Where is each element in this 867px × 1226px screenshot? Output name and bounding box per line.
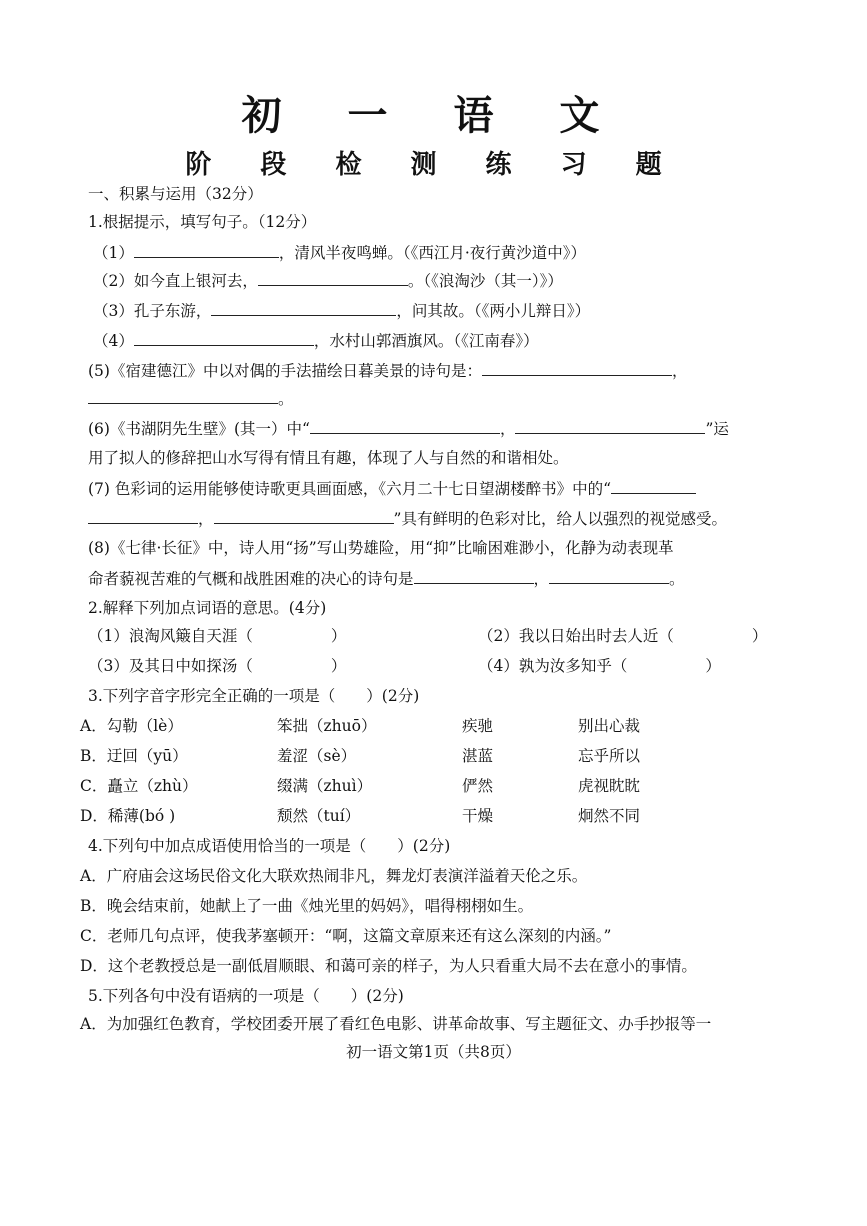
q1-line-5 [88, 360, 687, 381]
q3-option-c-2: 缀满（zhuì） [277, 777, 373, 795]
text: ） [705, 657, 721, 675]
q1-line-5b [88, 388, 294, 409]
text: (6)《书湖阴先生壁》(其一）中“ [88, 420, 310, 438]
blank[interactable] [258, 270, 408, 286]
blank[interactable] [611, 478, 696, 494]
text: （3）孔子东游， [93, 302, 212, 320]
blank[interactable] [482, 360, 672, 376]
q5-stem: 5.下列各句中没有语病的一项是（ ）(2分) [88, 987, 404, 1005]
text: ， [499, 420, 516, 438]
q1-line-3 [93, 300, 590, 321]
q3-option-c-4: 虎视眈眈 [578, 777, 641, 795]
text: ） [751, 627, 768, 645]
q3-option-d-4: 炯然不同 [578, 807, 641, 825]
text: ） [330, 627, 347, 645]
q1-line-6b: 用了拟人的修辞把山水写得有情且有趣，体现了人与自然的和谐相处。 [88, 449, 569, 467]
q2-item-3 [88, 656, 346, 676]
blank[interactable] [211, 300, 396, 316]
q3-option-d-1: D．稀薄(bó ) [80, 807, 176, 825]
q1-line-8: (8)《七律·长征》中，诗人用“扬”写山势雄险，用“抑”比喻困难渺小，化静为动表现革 [88, 539, 674, 557]
q1-line-6 [88, 418, 729, 439]
q2-item-4 [478, 656, 721, 676]
blank[interactable] [310, 418, 500, 434]
q3-option-b-4: 忘乎所以 [578, 747, 641, 765]
blank[interactable] [515, 418, 705, 434]
text: ， [671, 362, 688, 380]
text: ， [533, 570, 550, 588]
q3-option-a-2: 笨拙（zhuō） [277, 717, 377, 735]
q4-stem: 4.下列句中加点成语使用恰当的一项是（ ）(2分) [88, 837, 451, 855]
blank[interactable] [88, 508, 198, 524]
text: 命者藐视苦难的气概和战胜困难的决心的诗句是 [88, 570, 414, 588]
q3-option-c-1: C．矗立（zhù） [80, 777, 198, 795]
text: ） [330, 657, 347, 675]
text: ”运 [705, 420, 729, 438]
text: ， [198, 510, 214, 528]
q3-option-a-4: 别出心裁 [578, 717, 641, 735]
text: （2）如今直上银河去， [93, 272, 258, 290]
q2-stem: 2.解释下列加点词语的意思。(4分) [88, 599, 327, 617]
section-heading: 一、积累与运用（32分） [88, 185, 263, 203]
q4-option-b: B．晚会结束前，她献上了一曲《烛光里的妈妈》，唱得栩栩如生。 [80, 897, 534, 915]
q4-option-d: D．这个老教授总是一副低眉顺眼、和蔼可亲的样子，为人只看重大局不去在意小的事情。 [80, 957, 697, 975]
blank[interactable] [134, 242, 279, 258]
q3-option-a-1: A．勾勒（lè） [80, 717, 183, 735]
text: （2）我以日始出时去人近（ [478, 627, 674, 645]
q3-option-a-3: 疾驰 [462, 717, 494, 735]
blank[interactable] [214, 508, 394, 524]
q3-option-d-3: 干燥 [462, 807, 494, 825]
q3-stem: 3.下列字音字形完全正确的一项是（ ）(2分) [88, 687, 420, 705]
text: ，清风半夜鸣蝉。（《西江月·夜行黄沙道中》） [278, 244, 587, 262]
q1-line-4 [93, 330, 539, 351]
text: ，问其故。（《两小儿辩日》） [396, 302, 591, 320]
text: 。（《浪淘沙（其一）》） [407, 272, 563, 290]
text: （4）孰为汝多知乎（ [478, 657, 628, 675]
page-footer: 初一语文第1页（共8页） [346, 1043, 521, 1061]
q1-stem: 1.根据提示，填写句子。（12分） [88, 213, 317, 231]
q2-item-2 [478, 626, 767, 646]
blank[interactable] [88, 388, 278, 404]
q5-option-a: A．为加强红色教育，学校团委开展了看红色电影、讲革命故事、写主题征文、办手抄报等一 [80, 1015, 712, 1033]
text: ，水村山郭酒旗风。（《江南春》） [313, 332, 539, 350]
blank[interactable] [414, 568, 534, 584]
page-title: 初 一 语 文 [241, 93, 626, 139]
q1-line-8b [88, 568, 685, 589]
text: ”具有鲜明的色彩对比，给人以强烈的视觉感受。 [393, 510, 727, 528]
q1-line-2 [93, 270, 563, 291]
text: 。 [278, 390, 294, 408]
label: （4） [93, 332, 134, 350]
text: (7) 色彩词的运用能够使诗歌更具画面感，《六月二十七日望湖楼醉书》中的“ [88, 480, 612, 498]
q1-line-7 [88, 478, 696, 499]
q3-option-c-3: 俨然 [462, 777, 494, 795]
q3-option-b-3: 湛蓝 [462, 747, 494, 765]
blank[interactable] [134, 330, 314, 346]
q2-item-1 [88, 626, 346, 646]
q3-option-b-1: B．迂回（yū） [80, 747, 188, 765]
q3-option-b-2: 羞涩（sè） [277, 747, 357, 765]
text: （3）及其日中如探汤（ [88, 657, 253, 675]
blank[interactable] [549, 568, 669, 584]
page-subtitle: 阶 段 检 测 练 习 题 [185, 150, 682, 180]
q4-option-c: C．老师几句点评，使我茅塞顿开：“啊，这篇文章原来还有这么深刻的内涵。” [80, 927, 612, 945]
text: （1）浪淘风簸自天涯（ [88, 627, 253, 645]
q1-line-7b [88, 508, 727, 529]
q4-option-a: A．广府庙会这场民俗文化大联欢热闹非凡，舞龙灯表演洋溢着天伦之乐。 [80, 867, 588, 885]
q3-option-d-2: 颓然（tuí） [277, 807, 361, 825]
label: （1） [93, 244, 134, 262]
text: (5)《宿建德江》中以对偶的手法描绘日暮美景的诗句是： [88, 362, 482, 380]
text: 。 [669, 570, 685, 588]
q1-line-1 [93, 242, 586, 263]
